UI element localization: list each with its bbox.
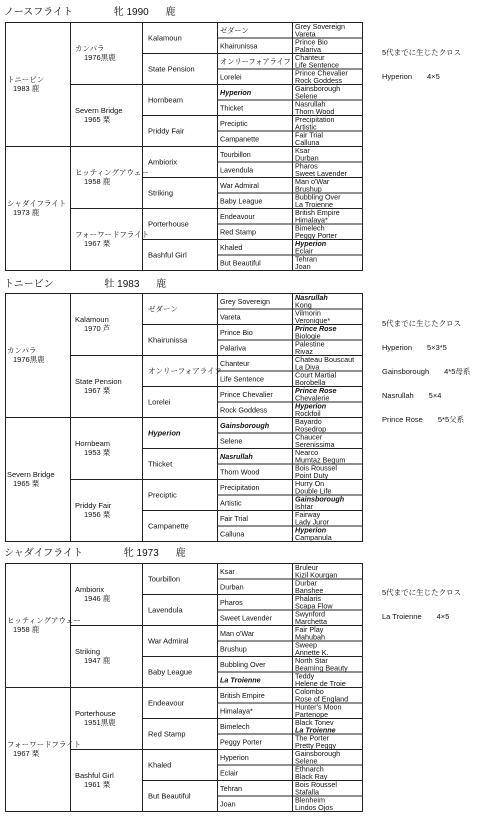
gen4-name: Preciptic	[148, 490, 177, 500]
gen3-name: Striking	[75, 647, 101, 656]
gen1-name: トニービン	[7, 75, 45, 84]
cross-note-3	[382, 573, 461, 629]
gen5-name: Hyperion	[220, 752, 249, 762]
gen6-name: Ishtar	[295, 502, 313, 511]
gen4-name: ゼダーン	[220, 25, 249, 35]
gen5-name: Chanteur	[220, 358, 250, 368]
gen6-name: Selene	[295, 756, 318, 766]
gen4-name: Hyperion	[220, 87, 252, 97]
gen5-name: Peggy Porter	[220, 737, 262, 747]
cross-line: La Troienne 4×5	[382, 612, 450, 621]
gen4-name: Khaled	[220, 242, 243, 252]
horse-name: シャダイフライト	[4, 548, 83, 559]
gen6-name: Bois Roussel	[295, 779, 337, 789]
gen5-name: Nasrullah	[220, 451, 253, 461]
gen2-name: ヒッティングアウェー	[75, 168, 149, 177]
gen6-name: Durbar	[295, 578, 317, 588]
gen6-name: Court Martial	[295, 370, 337, 380]
gen5-name: Vareta	[295, 29, 316, 39]
gen6-name: Black Ray	[295, 772, 328, 781]
gen4-name: Tourbillon	[148, 574, 181, 584]
gen3-sub: 1946 鹿	[84, 594, 111, 603]
gen5-name: Prince Bio	[295, 37, 328, 47]
gen5-name: Joan	[295, 262, 311, 271]
gen5-name: Calluna	[220, 529, 245, 539]
gen6-name: Palestine	[295, 339, 325, 349]
gen4-name: Khaled	[148, 760, 172, 770]
gen6-name: Kong	[295, 300, 312, 310]
gen3-name: Hornbeam	[148, 95, 184, 105]
gen3-sub: 1951黒鹿	[84, 718, 116, 727]
gen5-name: Thorn Wood	[295, 107, 335, 116]
gen4-name: Preciptic	[220, 118, 248, 128]
cross-line: Hyperion 5×3*5	[382, 343, 447, 352]
gen2-name: ヒッティングアウェー	[7, 616, 81, 625]
gen5-name: Fair Trial	[220, 513, 248, 523]
gen4-name: ゼダーン	[148, 304, 178, 314]
gen3-sub: 1970 芦	[84, 324, 111, 333]
gen6-name: Biologie	[295, 331, 321, 341]
gen3-name: Ambiorix	[75, 585, 105, 594]
horse-name: トニービン	[4, 279, 54, 290]
gen6-name: Chaucer	[295, 432, 323, 442]
gen5-name: Selene	[295, 91, 318, 101]
gen3-sub: 1961 栗	[84, 780, 111, 789]
gen6-name: Stafalla	[295, 787, 319, 797]
gen6-name: Beaming Beauty	[295, 663, 348, 673]
gen5-name: Artistic	[295, 122, 317, 132]
gen2-sub: 1976黒鹿	[84, 53, 116, 62]
gen2-name: フォーワードフライト	[75, 230, 150, 239]
gen6-name: Ethnarch	[295, 764, 324, 774]
gen6-name: Gainsborough	[295, 494, 345, 504]
pedigree-header-3	[4, 546, 200, 562]
pedigree-tree-2	[5, 293, 363, 542]
gen6-name: Scapa Flow	[295, 601, 333, 611]
gen4-name: Khairunissa	[148, 335, 188, 345]
gen6-name: Point Duty	[295, 471, 329, 480]
gen6-name: Gainsborough	[295, 748, 341, 758]
gen5-name: Rock Goddess	[220, 405, 268, 415]
gen5-name: Calluna	[295, 138, 320, 147]
gen4-name: Thicket	[148, 459, 173, 469]
gen6-name: Prince Rose	[295, 323, 337, 333]
gen4-name: Lorelei	[220, 72, 242, 82]
gen3-name: Bashful Girl	[148, 250, 187, 260]
gen6-name: Partenope	[295, 710, 329, 719]
gen5-name: Sweet Lavender	[220, 613, 272, 623]
gen5-name: Palariva	[295, 45, 321, 54]
cross-line: Hyperion 4×5	[382, 72, 440, 81]
gen3-name: Porterhouse	[148, 219, 189, 229]
pedigree-tree-3	[5, 563, 363, 812]
gen2-name: Severn Bridge	[7, 470, 55, 479]
gen6-name: Teddy	[295, 671, 315, 681]
horse-sex-year: 牝 1990	[113, 7, 149, 18]
gen6-name: Chevalerie	[295, 393, 330, 403]
gen4-name: But Beautiful	[148, 791, 191, 801]
gen3-sub: 1947 鹿	[84, 656, 111, 665]
gen3-name: Bashful Girl	[75, 771, 114, 780]
gen5-name: Prince Chevalier	[220, 389, 273, 399]
gen5-name: Precipitation	[295, 114, 335, 124]
gen5-name: Fair Trial	[295, 130, 323, 140]
gen5-name: Chanteur	[295, 52, 325, 62]
gen3-sub: 1967 栗	[84, 386, 111, 395]
gen6-name: Fairway	[295, 509, 321, 519]
gen6-name: Bayardo	[295, 416, 322, 426]
gen5-name: Hyperion	[295, 238, 327, 248]
gen5-name: Brushup	[220, 644, 247, 654]
gen6-name: Veronique*	[295, 316, 331, 325]
gen6-name: Colombo	[295, 686, 324, 696]
gen6-name: North Star	[295, 655, 328, 665]
gen5-name: La Troienne	[220, 675, 261, 685]
gen6-name: Phalaris	[295, 593, 321, 603]
gen5-name: Eclair	[295, 246, 313, 256]
gen3-sub: 1953 栗	[84, 448, 111, 457]
horse-color: 鹿	[165, 7, 176, 18]
gen5-name: Sweet Lavender	[295, 169, 347, 178]
gen6-name: Borobella	[295, 378, 326, 387]
gen4-name: Tourbillon	[220, 149, 251, 159]
gen4-name: Lavendula	[220, 165, 254, 175]
gen4-name: War Admiral	[220, 180, 259, 190]
gen4-name: オンリーフォアライフ	[220, 56, 291, 66]
gen6-name: Bois Roussel	[295, 463, 337, 473]
gen5-name: Peggy Porter	[295, 231, 337, 240]
cross-note-2	[382, 304, 470, 432]
gen5-name: Thorn Wood	[220, 467, 260, 477]
gen6-name: Kizil Kourgan	[295, 570, 338, 580]
gen4-name: War Admiral	[148, 636, 189, 646]
gen5-name: Bimelech	[295, 223, 325, 233]
gen6-name: The Porter	[295, 733, 329, 743]
gen3-name: Priddy Fair	[148, 126, 185, 136]
gen6-name: Mahubah	[295, 632, 325, 642]
gen5-name: Durban	[295, 153, 319, 163]
gen1-sub: 1983 鹿	[13, 84, 40, 93]
gen2-sub: 1967 栗	[13, 749, 40, 758]
gen6-name: Black Tonev	[295, 717, 334, 727]
gen6-name: Campanula	[295, 533, 332, 542]
gen5-name: Bubbling Over	[220, 659, 266, 669]
gen4-name: Red Stamp	[220, 227, 256, 237]
gen6-name: Helene de Troie	[295, 679, 346, 688]
gen5-name: Pharos	[295, 161, 318, 171]
gen3-name: Kalamoun	[148, 33, 182, 43]
gen6-name: Blenheim	[295, 795, 325, 805]
gen6-name: Pretty Peggy	[295, 741, 337, 750]
gen5-name: Gainsborough	[220, 420, 270, 430]
gen6-name: Marchetta	[295, 617, 327, 626]
gen2-sub: 1967 栗	[84, 239, 111, 248]
gen6-name: Rosedrop	[295, 424, 327, 434]
gen3-name: Porterhouse	[75, 709, 116, 718]
gen3-name: Ambiorix	[148, 157, 178, 167]
gen5-name: Brushup	[295, 184, 322, 194]
gen1-sub: 1973 鹿	[13, 208, 40, 217]
gen5-name: British Empire	[220, 690, 265, 700]
gen5-name: Durban	[220, 582, 244, 592]
gen5-name: Man o'War	[295, 176, 330, 186]
gen3-name: Kalamoun	[75, 315, 109, 324]
pedigree-tree-1	[5, 22, 363, 271]
gen6-name: La Troienne	[295, 725, 336, 735]
cross-title: 5代までに生じたクロス	[382, 588, 462, 597]
gen5-name: Tehran	[295, 254, 317, 264]
gen1-name: シャダイフライト	[7, 199, 67, 208]
gen6-name: Prince Rose	[295, 385, 337, 395]
gen4-name: オンリーフォアライフ	[148, 366, 222, 376]
cross-note-1	[382, 33, 461, 89]
gen3-name: Priddy Fair	[75, 501, 112, 510]
gen4-name: Lavendula	[148, 605, 183, 615]
gen3-name: State Pension	[75, 377, 122, 386]
gen6-name: Fair Play	[295, 624, 324, 634]
gen2-sub: 1976黒鹿	[13, 355, 45, 364]
gen6-name: Double Life	[295, 486, 332, 496]
gen2-sub: 1965 栗	[84, 115, 111, 124]
gen6-name: Mumtaz Begum	[295, 455, 346, 465]
gen5-name: Joan	[220, 799, 236, 809]
gen6-name: Serenissima	[295, 440, 335, 449]
gen6-name: Rose of England	[295, 694, 349, 704]
gen5-name: Ksar	[220, 566, 235, 576]
horse-color: 鹿	[175, 548, 186, 559]
gen6-name: Hyperion	[295, 525, 327, 535]
gen2-sub: 1965 栗	[13, 479, 40, 488]
gen5-name: Palariva	[220, 343, 246, 353]
gen4-name: Baby League	[220, 196, 263, 206]
gen5-name: Artistic	[220, 498, 242, 508]
cross-line: Nasrullah 5×4	[382, 391, 442, 400]
cross-title: 5代までに生じたクロス	[382, 319, 462, 328]
gen5-name: British Empire	[295, 207, 340, 217]
gen5-name: Selene	[220, 436, 243, 446]
pedigree-header-2	[4, 277, 180, 293]
gen5-name: Bubbling Over	[295, 192, 341, 202]
gen4-name: Campanette	[220, 134, 260, 144]
gen5-name: Vareta	[220, 312, 241, 322]
gen6-name: Banshee	[295, 586, 324, 595]
gen2-name: Severn Bridge	[75, 106, 123, 115]
gen6-name: Hunter's Moon	[295, 702, 342, 712]
gen3-name: Striking	[148, 188, 174, 198]
gen6-name: Nearco	[295, 447, 319, 457]
gen5-name: Tehran	[220, 783, 242, 793]
gen4-name: But Beautiful	[220, 258, 261, 268]
gen6-name: Chateau Bouscaut	[295, 354, 355, 364]
gen3-name: Hornbeam	[75, 439, 111, 448]
gen5-name: Rock Goddess	[295, 76, 343, 85]
gen5-name: Pharos	[220, 597, 243, 607]
gen5-name: Eclair	[220, 768, 238, 778]
gen5-name: Grey Sovereign	[295, 22, 345, 31]
gen4-name: Baby League	[148, 667, 193, 677]
gen6-name: Rockfoil	[295, 409, 321, 418]
gen2-sub: 1958 鹿	[84, 177, 111, 186]
gen4-name: Khairunissa	[220, 41, 258, 51]
gen5-name: Life Sentence	[295, 60, 339, 70]
gen4-name: Hyperion	[148, 428, 181, 438]
gen5-name: Ksar	[295, 145, 310, 155]
gen4-name: Endeavour	[148, 698, 185, 708]
gen5-name: Man o'War	[220, 628, 255, 638]
gen6-name: Swynford	[295, 609, 325, 619]
horse-name: ノースフライト	[4, 7, 73, 18]
gen4-name: Endeavour	[220, 211, 255, 221]
gen2-name: カンパラ	[75, 44, 105, 53]
gen6-name: Hurry On	[295, 478, 325, 488]
gen4-name: Lorelei	[148, 397, 171, 407]
gen4-name: Campanette	[148, 521, 189, 531]
cross-line: Prince Rose 5*5父系	[382, 415, 465, 424]
cross-line: Gainsborough 4*5母系	[382, 367, 471, 376]
gen6-name: Bruleur	[295, 563, 319, 572]
gen6-name: Lindos Ojos	[295, 803, 333, 812]
horse-sex-year: 牡 1983	[104, 279, 140, 290]
horse-color: 鹿	[156, 279, 167, 290]
gen5-name: Prince Bio	[220, 327, 253, 337]
gen3-sub: 1956 栗	[84, 510, 111, 519]
gen5-name: Grey Sovereign	[220, 296, 270, 306]
gen5-name: Himalaya*	[295, 215, 328, 225]
gen5-name: Nasrullah	[295, 99, 326, 109]
horse-sex-year: 牝 1973	[123, 548, 159, 559]
gen6-name: Annette K.	[295, 648, 329, 657]
gen5-name: Life Sentence	[220, 374, 264, 384]
gen5-name: Himalaya*	[220, 706, 253, 716]
gen6-name: Hyperion	[295, 401, 327, 411]
gen6-name: Lady Juror	[295, 517, 329, 527]
pedigree-header-1	[4, 5, 190, 21]
gen6-name: Sweep	[295, 640, 317, 650]
gen5-name: Gainsborough	[295, 83, 341, 93]
gen5-name: Precipitation	[220, 482, 260, 492]
gen4-name: Thicket	[220, 103, 244, 113]
gen2-name: フォーワードフライト	[7, 740, 82, 749]
cross-title: 5代までに生じたクロス	[382, 48, 462, 57]
gen4-name: Red Stamp	[148, 729, 186, 739]
gen5-name: La Troienne	[295, 200, 333, 209]
gen6-name: La Diva	[295, 362, 320, 372]
gen6-name: Rivaz	[295, 347, 313, 356]
gen6-name: Vilmorin	[295, 308, 321, 318]
gen2-sub: 1958 鹿	[13, 625, 40, 634]
gen6-name: Nasrullah	[295, 293, 328, 302]
gen2-name: カンパラ	[7, 346, 37, 355]
gen5-name: Bimelech	[220, 721, 250, 731]
gen3-name: State Pension	[148, 64, 195, 74]
gen5-name: Prince Chevalier	[295, 68, 348, 78]
